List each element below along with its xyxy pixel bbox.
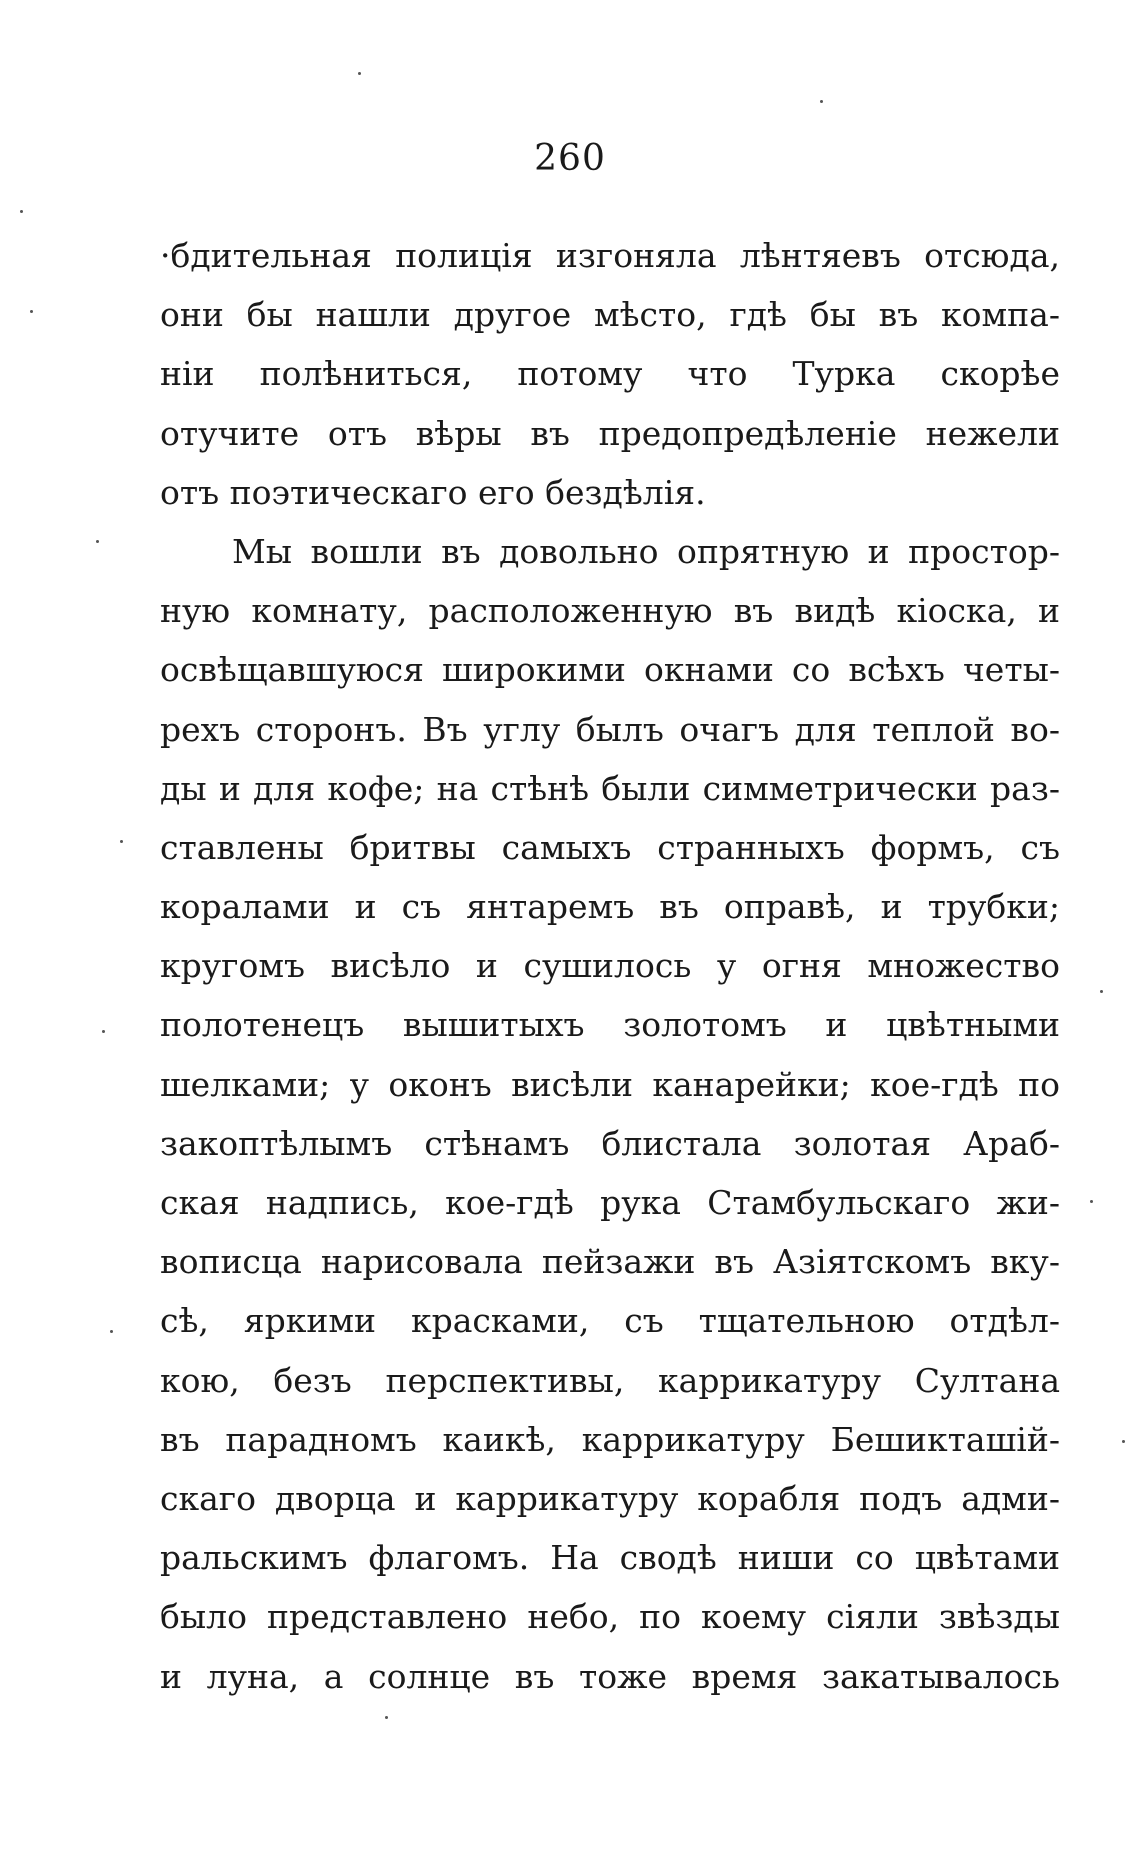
text-line: полотенецъ вышитыхъ золотомъ и цвѣтными xyxy=(160,1005,1060,1045)
scan-speck xyxy=(1122,1440,1125,1443)
text-line: ральскимъ флагомъ. На сводѣ ниши со цвѣтами xyxy=(160,1538,1060,1578)
text-line: ставлены бритвы самыхъ странныхъ формъ, съ xyxy=(160,827,1060,867)
text-line: ·бдительная полиція изгоняла лѣнтяевъ отсюда, xyxy=(160,236,1060,275)
paragraph-first-line: Мы вошли въ довольно опрятную и простор- xyxy=(232,531,1060,571)
scan-speck xyxy=(358,72,361,75)
text-line: ніи полѣниться, потому что Турка скорѣе xyxy=(160,354,1060,394)
text-line: отъ поэтическаго его бездѣлія. xyxy=(160,472,706,512)
scan-speck xyxy=(120,840,123,843)
scan-speck xyxy=(1100,990,1103,993)
text-line: было представлено небо, по коему сіяли звѣзды xyxy=(160,1597,1060,1637)
text-line: ную комнату, расположенную въ видѣ кіоска, и xyxy=(160,591,1060,631)
scan-speck xyxy=(385,1716,388,1719)
scan-speck xyxy=(102,1030,105,1033)
scan-speck xyxy=(110,1330,113,1333)
text-line: отучите отъ вѣры въ предопредѣленіе нежели xyxy=(160,413,1060,453)
text-line: освѣщавшуюся широкими окнами со всѣхъ четы- xyxy=(160,650,1060,690)
text-line: въ парадномъ каикѣ, каррикатуру Бешикташій- xyxy=(160,1419,1060,1459)
body-text xyxy=(160,226,1060,1706)
scan-speck xyxy=(20,210,23,213)
text-line: ды и для кофе; на стѣнѣ были симметрически раз- xyxy=(160,768,1060,808)
scan-speck xyxy=(30,310,33,313)
scan-speck xyxy=(1090,1200,1093,1203)
text-line: скаго дворца и каррикатуру корабля подъ адми- xyxy=(160,1478,1060,1518)
text-line: вописца нарисовала пейзажи въ Азіятскомъ вку- xyxy=(160,1242,1060,1282)
text-line: они бы нашли другое мѣсто, гдѣ бы въ компа- xyxy=(160,295,1060,335)
page-number: 260 xyxy=(534,138,606,179)
text-line: сѣ, яркими красками, съ тщательною отдѣл- xyxy=(160,1301,1060,1341)
text-line: коралами и съ янтаремъ въ оправѣ, и трубки; xyxy=(160,887,1060,927)
text-line: кою, безъ перспективы, каррикатуру Султана xyxy=(160,1360,1060,1400)
scan-speck xyxy=(820,100,823,103)
scan-speck xyxy=(96,540,99,543)
text-line: закоптѣлымъ стѣнамъ блистала золотая Араб- xyxy=(160,1123,1060,1163)
text-line: шелками; у оконъ висѣли канарейки; кое-гдѣ по xyxy=(160,1064,1060,1104)
text-line: рехъ сторонъ. Въ углу былъ очагъ для теплой во- xyxy=(160,709,1060,749)
text-line: и луна, а солнце въ тоже время закатывалось xyxy=(160,1656,1060,1696)
text-line: кругомъ висѣло и сушилось у огня множество xyxy=(160,946,1060,986)
text-line: ская надпись, кое-гдѣ рука Стамбульскаго жи- xyxy=(160,1183,1060,1222)
